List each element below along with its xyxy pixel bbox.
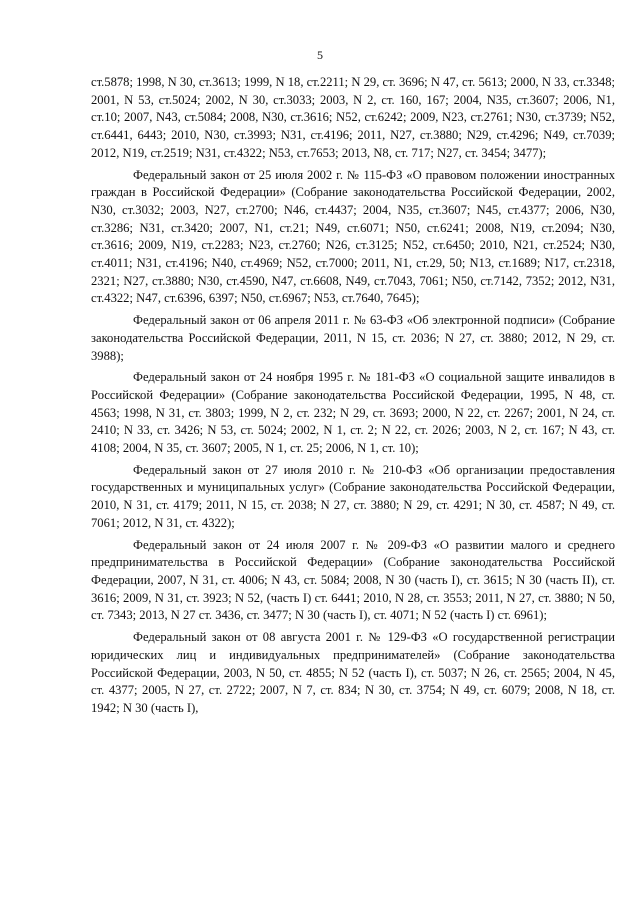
paragraph-continuation: ст.5878; 1998, N 30, ст.3613; 1999, N 18, ст.2211; N 29, ст. 3696; N 47, ст. 5613; 2000, N 33, ст.3348; 2001, N 53, ст.5024; 2002, N 30, ст.3033; 2003, N 2, ст. 160, 167; 2004, N35, ст.3607; 2006, N1, ст.10; 2007, N43, ст.5084; 2008, N30, ст.3616; N52, ст.6242; 2009, N23, ст.2761; N30, ст.3739; N52, ст.6441, 6443; 2010, N30, ст.3993; N31, ст.4196; 2011, N27, ст.3880; N29, ст.4296; N49, ст.7039; 2012, N19, ст.2519; N31, ст.4322; N53, ст.7653; 2013, N8, ст. 717; N27, ст. 3454; 3477); [91,75,615,160]
document-body [91,74,615,722]
paragraph-law-129-fz: Федеральный закон от 08 августа 2001 г. № 129-ФЗ «О государственной регистрации юридических лиц и индивидуальных предпринимателей» (Собрание законодательства Российской Федерации, 2003, N 50, ст. 4855; N 52 (часть I), ст. 5037; N 26, ст. 2565; 2004, N 45, ст. 4377; 2005, N 27, ст. 2722; 2007, N 7, ст. 834; N 30, ст. 3754; N 49, ст. 6079; 2008, N 18, ст. 1942; N 30 (часть I), [91,630,615,715]
paragraph-law-115-fz: Федеральный закон от 25 июля 2002 г. № 115-ФЗ «О правовом положении иностранных граждан в Российской Федерации» (Собрание законодательства Российской Федерации, 2002, N30, ст.3032; 2003, N27, ст.2700; N46, ст.4437; 2004, N35, ст.3607; N45, ст.4377; 2006, N30, ст.3286; N31, ст.3420; 2007, N1, ст.21; N49, ст.6071; N50, ст.6241; 2008, N19, ст.2094; N30, ст.3616; 2009, N19, ст.2283; N23, ст.2760; N26, ст.3125; N52, ст.6450; 2010, N21, ст.2524; N30, ст.4011; N31, ст.4196; N40, ст.4969; N52, ст.7000; 2011, N1, ст.29, 50; N13, ст.1689; N17, ст.2318, 2321; N27, ст.3880; N30, ст.4590, N47, ст.6608, N49, ст.7043, 7061; N50, ст.7142, 7352; 2012, N31, ст.4322; N47, ст.6396, 6397; N50, ст.6967; N53, ст.7640, 7645); [91,167,615,306]
paragraph-law-181-fz: Федеральный закон от 24 ноября 1995 г. № 181-ФЗ «О социальной защите инвалидов в Российской Федерации» (Собрание законодательства Российской Федерации, 1995, N 48, ст. 4563; 1998, N 31, ст. 3803; 1999, N 2, ст. 232; N 29, ст. 3693; 2000, N 22, ст. 2267; 2001, N 24, ст. 2410; N 33, ст. 3426; N 53, ст. 5024; 2002, N 1, ст. 2; N 22, ст. 2026; 2003, N 2, ст. 167; N 43, ст. 4108; 2004, N 35, ст. 3607; 2005, N 1, ст. 25; 2006, N 1, ст. 10); [91,370,615,456]
page-number: 5 [317,48,323,62]
paragraph-law-209-fz: Федеральный закон от 24 июля 2007 г. № 209-ФЗ «О развитии малого и среднего предпринимательства в Российской Федерации» (Собрание законодательства Российской Федерации, 2007, N 31, ст. 4006; N 43, ст. 5084; 2008, N 30 (часть I), ст. 3615; N 30 (часть II), ст. 3616; 2009, N 31, ст. 3923; N 52, (часть I) ст. 6441; 2010, N 28, ст. 3553; 2011, N 27, ст. 3880; N 50, ст. 7343; 2013, N 27 ст. 3436, ст. 3477; N 30 (часть I), ст. 4071; N 52 (часть I) ст. 6961); [91,537,615,623]
paragraph-law-63-fz: Федеральный закон от 06 апреля 2011 г. № 63-ФЗ «Об электронной подписи» (Собрание законодательства Российской Федерации, 2011, N 15, ст. 2036; N 27, ст. 3880; 2012, N 29, ст. 3988); [91,313,615,363]
paragraph-law-210-fz: Федеральный закон от 27 июля 2010 г. № 210-ФЗ «Об организации предоставления государственных и муниципальных услуг» (Собрание законодательства Российской Федерации, 2010, N 31, ст. 4179; 2011, N 15, ст. 2038; N 27, ст. 3880; N 29, ст. 4291; N 30, ст. 4587; N 49, ст. 7061; 2012, N 31, ст. 4322); [91,462,615,530]
